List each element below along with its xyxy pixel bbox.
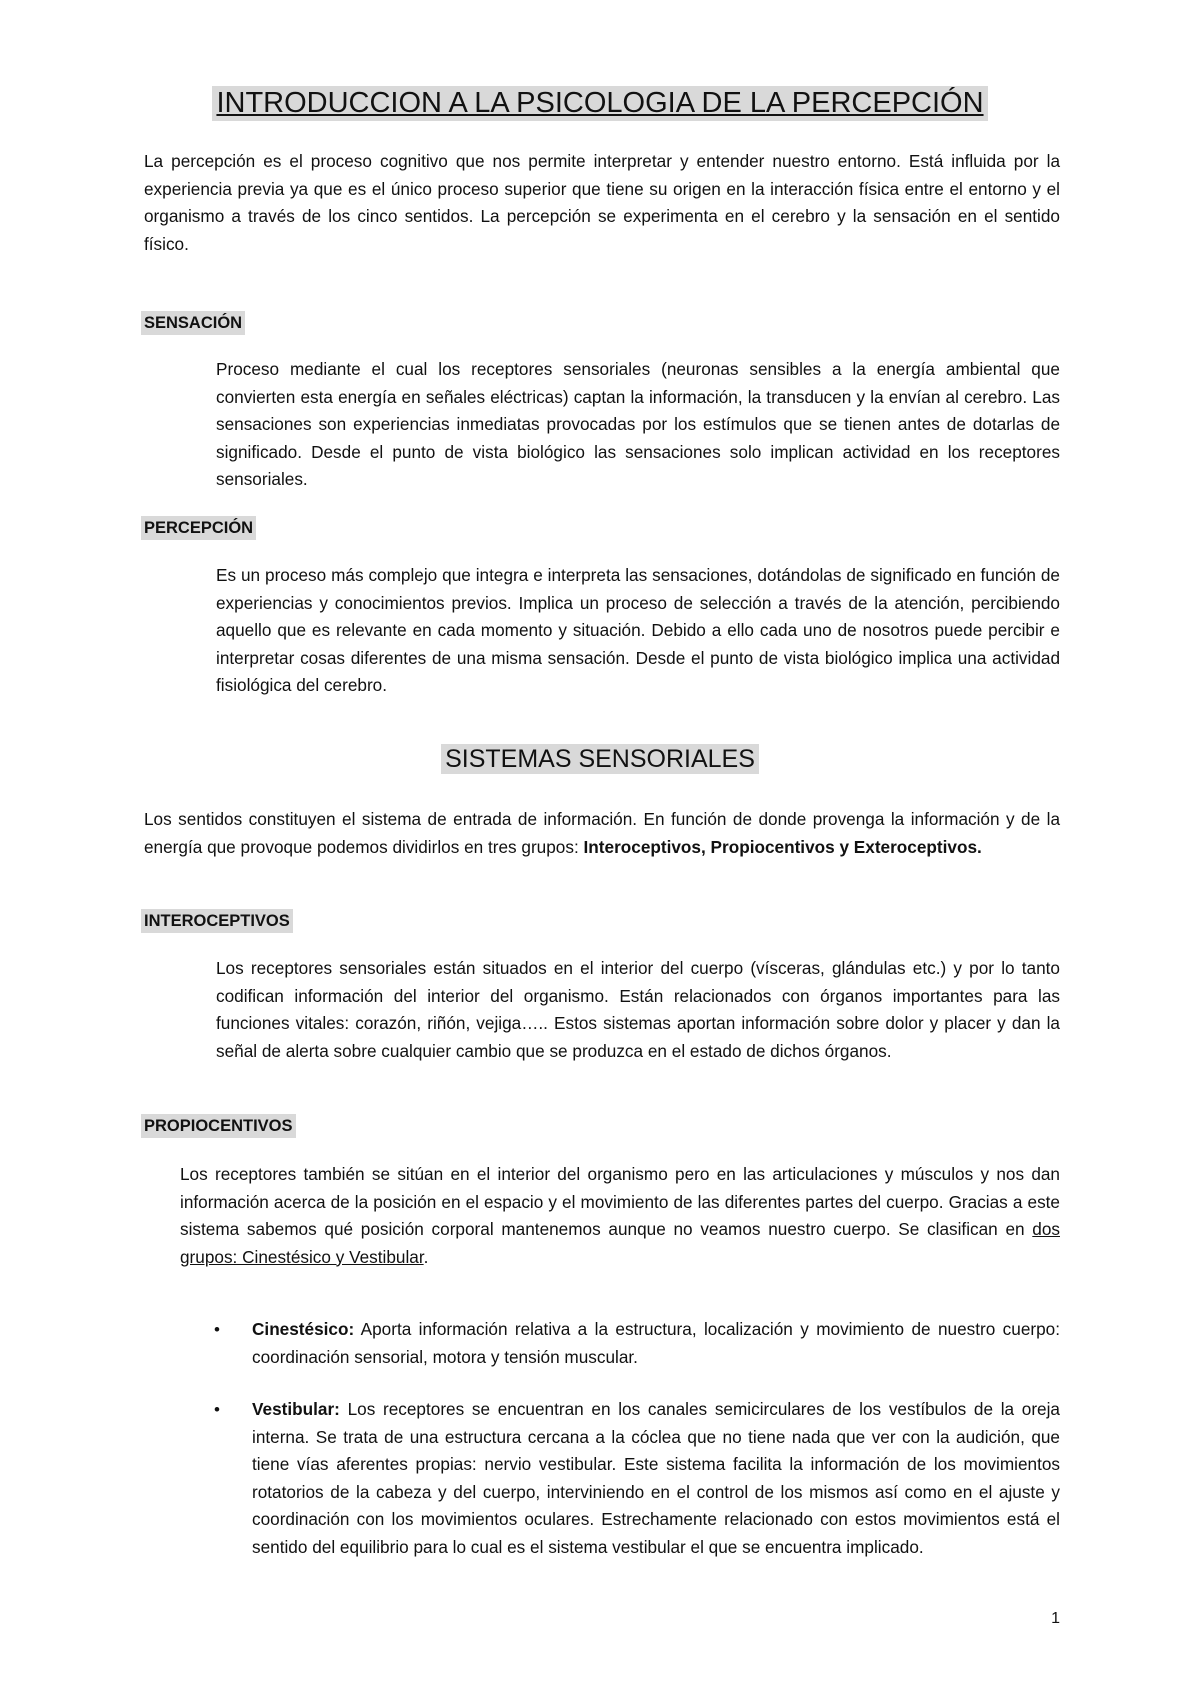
bullet-term: Cinestésico:	[252, 1319, 355, 1339]
section-title-sistemas-text: SISTEMAS SENSORIALES	[441, 744, 759, 774]
bullet-icon: •	[214, 1400, 220, 1419]
section-title-sistemas	[0, 744, 1200, 774]
intro-paragraph: La percepción es el proceso cognitivo que nos permite interpretar y entender nuestro entorno. Está influida por la experiencia previa ya que es el único proceso superior que tiene su origen en la interacción física entre el entorno y el organismo a través de los cinco sentidos. La percepción se experimenta en el cerebro y la sensación en el sentido físico.	[144, 151, 1060, 254]
page-number: 1	[1051, 1610, 1060, 1627]
list-item	[214, 1316, 1060, 1371]
percepcion-paragraph: Es un proceso más complejo que integra e interpreta las sensaciones, dotándolas de significado en función de experiencias y conocimientos previos. Implica un proceso de selección a través de la atención, percibiendo aquello que es relevante en cada momento y situación. Debido a ello cada uno de nosotros puede percibir e interpretar cosas diferentes de una misma sensación. Desde el punto de vista biológico implica una actividad fisiológica del cerebro.	[216, 565, 1060, 695]
propiocentivos-underlined-groups: dos grupos: Cinestésico y Vestibular	[180, 1219, 1060, 1267]
bullet-term: Vestibular:	[252, 1399, 340, 1419]
propiocentivos-text: Los receptores también se sitúan en el interior del organismo pero en las articulaciones y músculos y nos dan información acerca de la posición en el espacio y el movimiento de las diferentes partes del cuerpo. Gracias a este sistema sabemos qué posición corporal mantenemos aunque no veamos nuestro cuerpo. Se clasifican en	[180, 1164, 1060, 1239]
document-title	[0, 86, 1200, 121]
propiocentivos-text-end: .	[423, 1246, 429, 1267]
section-label-interoceptivos: INTEROCEPTIVOS	[141, 909, 293, 933]
propiocentivos-paragraph	[180, 1161, 1060, 1271]
bullet-icon: •	[214, 1320, 220, 1339]
sistemas-paragraph	[144, 806, 1060, 861]
list-item	[214, 1396, 1060, 1561]
bullet-list-cinestesico	[214, 1316, 1060, 1371]
section-label-percepcion: PERCEPCIÓN	[141, 516, 256, 540]
bullet-list-vestibular	[214, 1396, 1060, 1561]
interoceptivos-paragraph: Los receptores sensoriales están situados en el interior del cuerpo (vísceras, glándulas etc.) y por lo tanto codifican información del interior del organismo. Están relacionados con órganos importantes para las funciones vitales: corazón, riñón, vejiga….. Estos sistemas aportan información sobre dolor y placer y dan la señal de alerta sobre cualquier cambio que se produzca en el estado de dichos órganos.	[216, 958, 1060, 1061]
bullet-text: Aporta información relativa a la estructura, localización y movimiento de nuestro cuerpo: coordinación sensorial, motora y tensión muscular.	[252, 1319, 1060, 1367]
sistemas-text: Los sentidos constituyen el sistema de entrada de información. En función de donde provenga la información y de la energía que provoque podemos dividirlos en tres grupos:	[144, 809, 1060, 857]
bullet-text: Los receptores se encuentran en los canales semicirculares de los vestíbulos de la oreja interna. Se trata de una estructura cercana a la cóclea que no tiene nada que ver con la audición, que tiene vías aferentes propias: nervio vestibular. Este sistema facilita la información de los movimientos rotatorios de la cabeza y del cuerpo, interviniendo en el control de los mismos así como en el ajuste y coordinación con los movimientos oculares. Estrechamente relacionado con estos movimientos está el sentido del equilibrio para lo cual es el sistema vestibular el que se encuentra implicado.	[252, 1399, 1060, 1557]
sensacion-paragraph: Proceso mediante el cual los receptores sensoriales (neuronas sensibles a la energía ambiental que convierten esta energía en señales eléctricas) captan la información, la transducen y la envían al cerebro. Las sensaciones son experiencias inmediatas provocadas por los estímulos que se tienen antes de dotarlas de significado. Desde el punto de vista biológico las sensaciones solo implican actividad en los receptores sensoriales.	[216, 359, 1060, 489]
section-label-sensacion: SENSACIÓN	[141, 311, 245, 335]
section-label-propiocentivos: PROPIOCENTIVOS	[141, 1114, 296, 1138]
sistemas-groups: Interoceptivos, Propiocentivos y Exteroceptivos.	[583, 836, 982, 857]
document-title-text: INTRODUCCION A LA PSICOLOGIA DE LA PERCEPCIÓN	[212, 86, 987, 121]
